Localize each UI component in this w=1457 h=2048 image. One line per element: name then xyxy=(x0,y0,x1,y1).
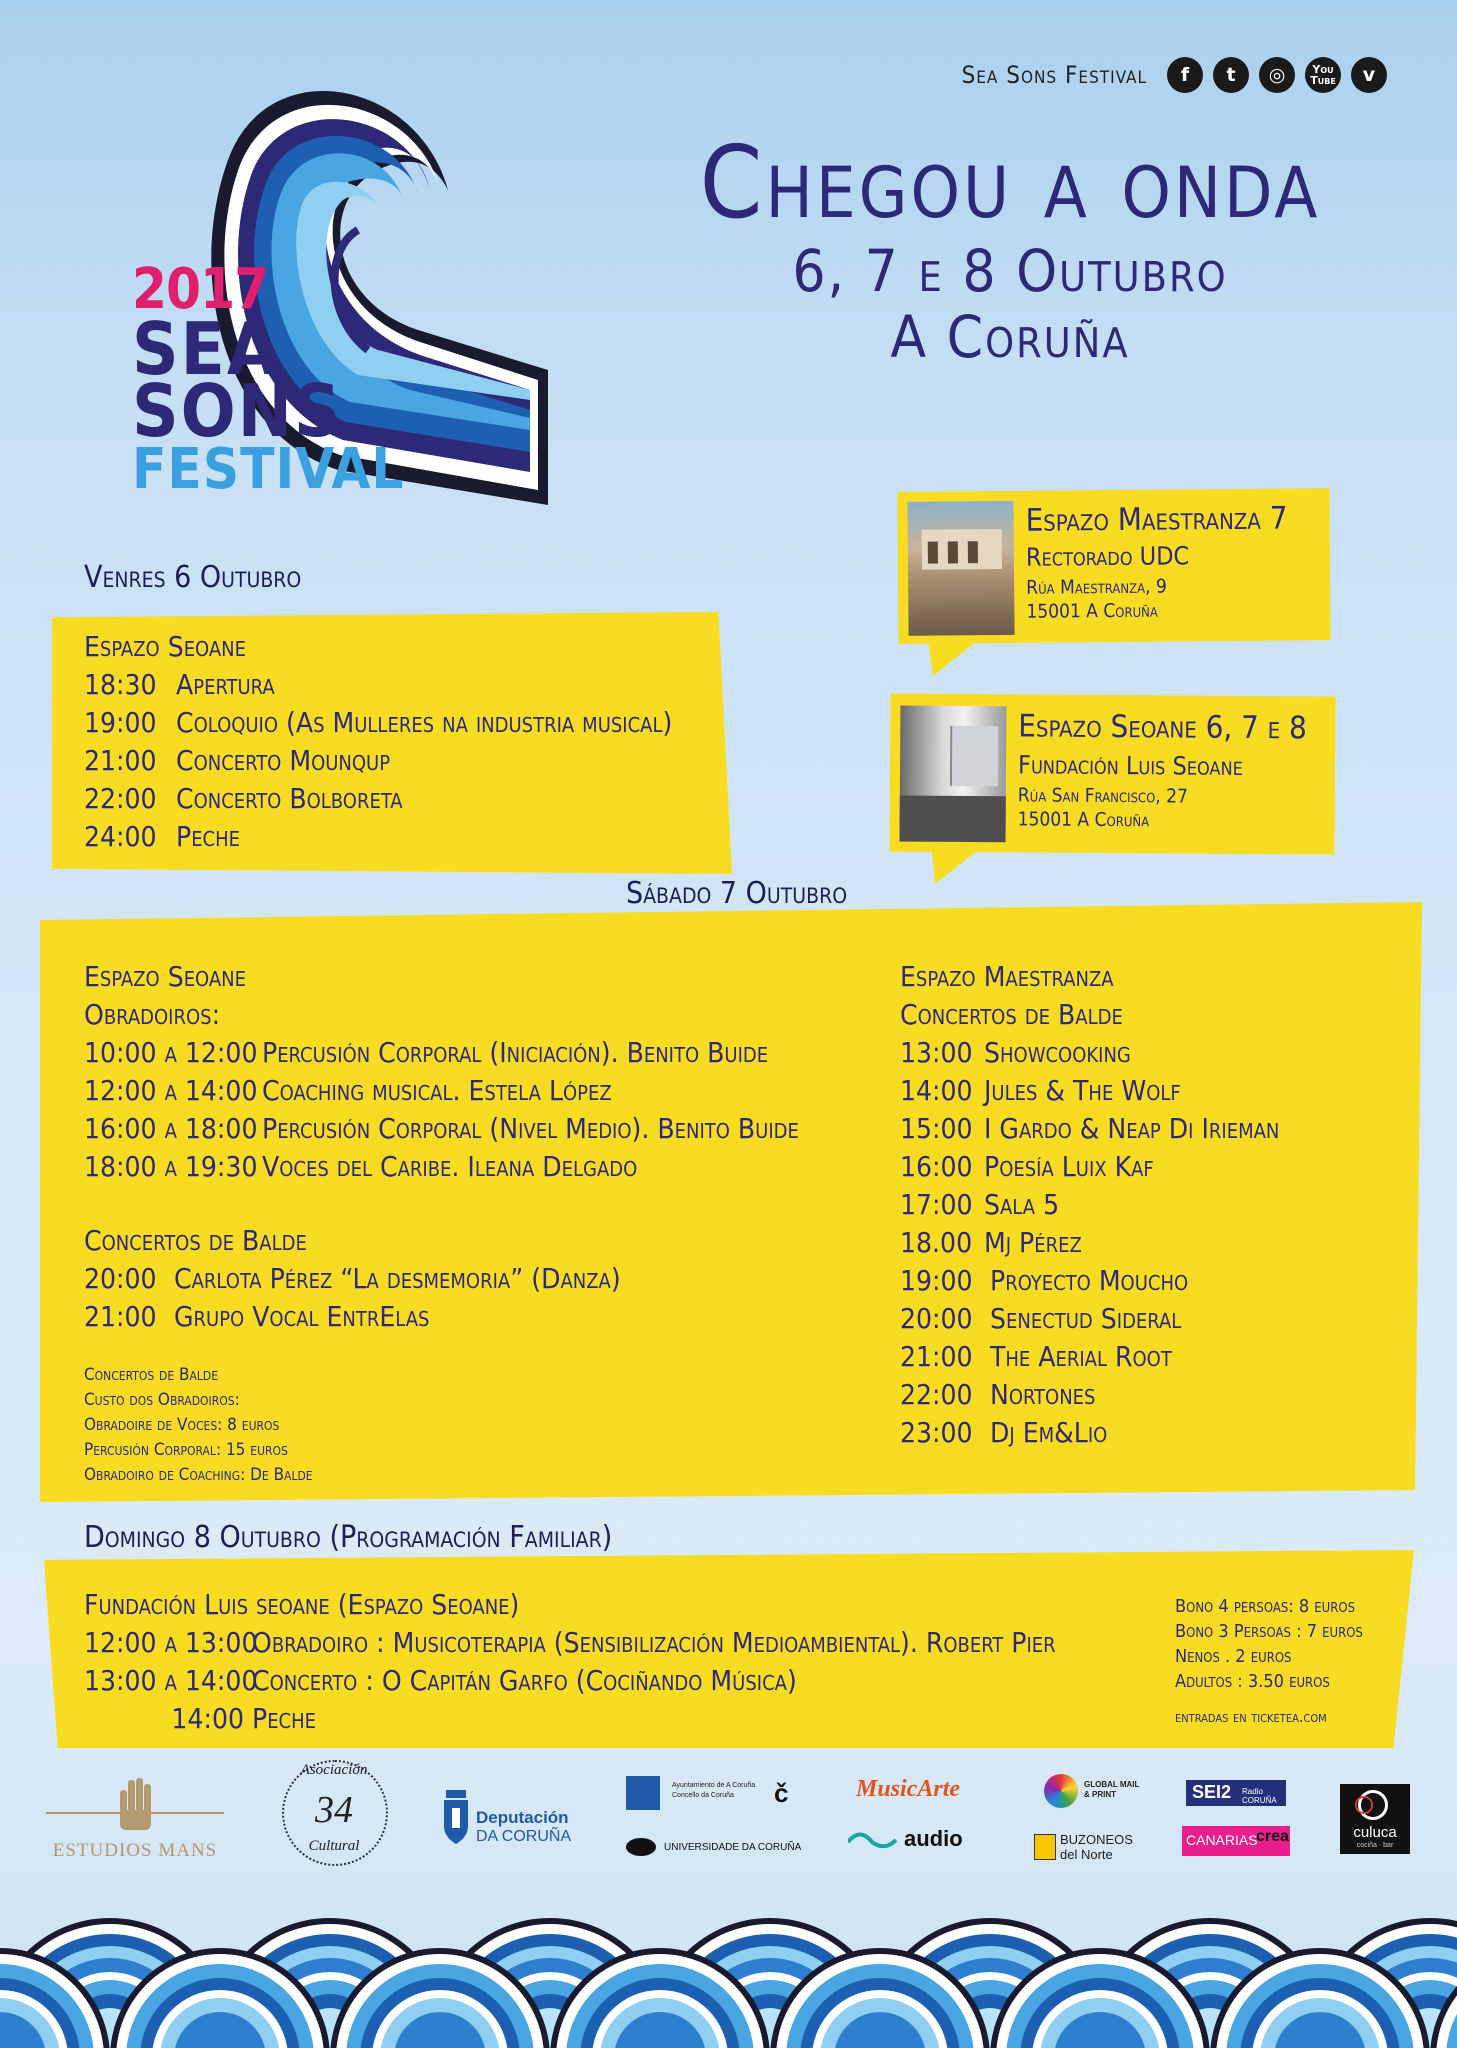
saturday-notes xyxy=(84,1363,313,1488)
udc-logo-icon xyxy=(626,1838,656,1856)
price-line: Adultos : 3.50 euros xyxy=(1175,1671,1330,1692)
note-line: Obradoire de Voces: 8 euros xyxy=(84,1415,280,1435)
sunday-schedule xyxy=(84,1586,1056,1738)
sponsor-culuca: culuca cociña · bar xyxy=(1340,1784,1410,1854)
facebook-icon[interactable]: f xyxy=(1167,57,1203,93)
logo-sea: SEA xyxy=(132,307,280,391)
callout-tail-icon xyxy=(932,850,978,886)
venue-name: Espazo Maestranza 7 xyxy=(1025,500,1288,539)
list-item: 13:00 a 14:00Concerto : O Capitán Garfo (Cociñando Música) xyxy=(84,1664,797,1697)
list-item: 22:00 Nortones xyxy=(900,1378,1096,1411)
sponsor-canarias-crea: CANARIAS crea xyxy=(1182,1826,1290,1856)
list-item: 20:00 Carlota Pérez “La desmemoria” (Danza) xyxy=(84,1262,621,1295)
note-line: Custo dos Obradoiros: xyxy=(84,1390,240,1410)
vimeo-icon[interactable]: v xyxy=(1351,57,1387,93)
sponsor-seis-radio: SEI2 Radio CORUÑA xyxy=(1186,1780,1286,1806)
tickets-link[interactable]: entradas en ticketea.com xyxy=(1175,1707,1327,1726)
audio-wave-icon xyxy=(848,1832,906,1848)
saturday-heading: Sábado 7 Outubro xyxy=(626,876,848,911)
venue-address: Rúa Maestranza, 9 xyxy=(1026,575,1167,599)
sponsor-global-mail: GLOBAL MAIL & PRINT xyxy=(1044,1774,1154,1814)
youtube-icon[interactable]: You Tube xyxy=(1305,57,1341,93)
list-item: 21:00 Grupo Vocal EntrElas xyxy=(84,1300,430,1333)
venue-sub: Fundación Luis Seoane xyxy=(1017,750,1244,781)
list-item: 23:00 Dj Em&Lio xyxy=(900,1416,1108,1449)
list-item: 19:00 Coloquio (As Mulleres na industria musical) xyxy=(84,706,673,739)
callout-tail-icon xyxy=(928,640,978,676)
mailbox-icon xyxy=(1034,1834,1056,1860)
sponsor-buzoneos: BUZONEOS del Norte xyxy=(1034,1830,1154,1864)
list-item: 16:00 Poesía Luix Kaf xyxy=(900,1150,1154,1183)
sponsor-musicarte: MusicArte xyxy=(856,1776,961,1802)
price-line: Nenos . 2 euros xyxy=(1175,1646,1292,1667)
free-concerts-label: Concertos de Balde xyxy=(84,1224,307,1257)
saturday-right-venue: Espazo Maestranza xyxy=(900,960,1114,993)
sunday-prices xyxy=(1175,1594,1363,1729)
list-item: 19:00 Proyecto Moucho xyxy=(900,1264,1189,1297)
festival-city: A Coruña xyxy=(890,303,1130,371)
list-item: 18:00 a 19:30 Voces del Caribe. Ileana Delgado xyxy=(84,1150,638,1183)
list-item: 13:00 Showcooking xyxy=(900,1036,1131,1069)
venue-name: Espazo Seoane 6, 7 e 8 xyxy=(1018,708,1307,747)
venue-sub: Rectorado UDC xyxy=(1025,541,1190,572)
bottom-waves-decoration xyxy=(0,1868,1457,2048)
friday-schedule xyxy=(84,628,672,856)
sponsor-asociacion-cultural: Asociación 34 Cultural xyxy=(278,1756,390,1874)
sponsor-deputacion: Deputación DA CORUÑA xyxy=(442,1790,582,1850)
logo-festival: FESTIVAL xyxy=(132,437,405,502)
venue-card-seoane xyxy=(889,693,1335,854)
price-line: Bono 3 Persoas : 7 euros xyxy=(1175,1621,1363,1642)
list-item: 18:30 Apertura xyxy=(84,668,275,701)
festival-dates: 6, 7 e 8 Outubro xyxy=(792,237,1228,305)
sunday-heading: Domingo 8 Outubro (Programación Familiar) xyxy=(84,1520,613,1555)
price-line: Bono 4 persoas: 8 euros xyxy=(1175,1596,1355,1617)
sponsor-estudios-mans: ESTUDIOS MANS xyxy=(46,1774,224,1864)
rectorado-photo xyxy=(907,501,1014,636)
list-item: 21:00 Concerto Mounqup xyxy=(84,744,391,777)
list-item: 24:00 Peche xyxy=(84,820,241,853)
twitter-icon[interactable]: t xyxy=(1213,57,1249,93)
global-mail-icon xyxy=(1044,1774,1078,1808)
list-item: 17:00 Sala 5 xyxy=(900,1188,1060,1221)
list-item: 10:00 a 12:00 Percusión Corporal (Iniciación). Benito Buide xyxy=(84,1036,769,1069)
venue-address: Rúa San Francisco, 27 xyxy=(1017,784,1189,808)
social-bar xyxy=(962,55,1387,95)
friday-heading: Venres 6 Outubro xyxy=(84,560,302,595)
sponsor-concello: Ayuntamiento de A Coruña Concello da Coruña č xyxy=(626,1776,796,1810)
list-item: 16:00 a 18:00 Percusión Corporal (Nivel Medio). Benito Buide xyxy=(84,1112,799,1145)
sponsor-audio: audio xyxy=(848,1826,978,1856)
list-item: 14:00 Jules & The Wolf xyxy=(900,1074,1181,1107)
shield-icon xyxy=(442,1790,470,1846)
list-item: 14:00 Peche xyxy=(171,1702,317,1735)
note-line: Percusión Corporal: 15 euros xyxy=(84,1440,288,1460)
right-free-label: Concertos de Balde xyxy=(900,998,1123,1031)
list-item: 22:00 Concerto Bolboreta xyxy=(84,782,403,815)
venue-card-maestranza xyxy=(897,488,1330,644)
sponsor-udc: UNIVERSIDADE DA CORUÑA xyxy=(626,1836,806,1860)
instagram-icon[interactable]: ◎ xyxy=(1259,57,1295,93)
list-item: 18.00 Mj Pérez xyxy=(900,1226,1082,1259)
note-line: Concertos de Balde xyxy=(84,1365,219,1385)
list-item: 21:00 The Aerial Root xyxy=(900,1340,1172,1373)
venue-postcode: 15001 A Coruña xyxy=(1017,808,1150,832)
headline xyxy=(560,124,1457,371)
hand-icon xyxy=(118,1776,154,1832)
list-item: 12:00 a 13:00Obradoiro : Musicoterapia (Sensibilización Medioambiental). Robert Pier xyxy=(84,1626,1056,1659)
list-item: 12:00 a 14:00 Coaching musical. Estela López xyxy=(84,1074,612,1107)
logo-sons: SONS xyxy=(132,369,343,453)
list-item: 20:00 Senectud Sideral xyxy=(900,1302,1182,1335)
fundacion-photo xyxy=(900,706,1007,843)
logo-wordmark xyxy=(132,257,405,502)
saturday-right-schedule xyxy=(900,958,1279,1452)
page-title: Chegou a onda xyxy=(699,124,1321,241)
list-item: 15:00 I Gardo & Neap Di Irieman xyxy=(900,1112,1280,1145)
brand-name: Sea Sons Festival xyxy=(961,61,1147,89)
logo-year: 2017 xyxy=(132,257,269,322)
note-line: Obradoiro de Coaching: De Balde xyxy=(84,1465,313,1485)
concello-crest-icon xyxy=(626,1776,660,1810)
workshops-label: Obradoiros: xyxy=(84,998,221,1031)
saturday-venue: Espazo Seoane xyxy=(84,960,246,993)
saturday-left-schedule xyxy=(84,958,799,1336)
sunday-venue: Fundación Luis seoane (Espazo Seoane) xyxy=(84,1588,520,1621)
friday-venue: Espazo Seoane xyxy=(84,630,246,663)
venue-postcode: 15001 A Coruña xyxy=(1026,599,1158,623)
